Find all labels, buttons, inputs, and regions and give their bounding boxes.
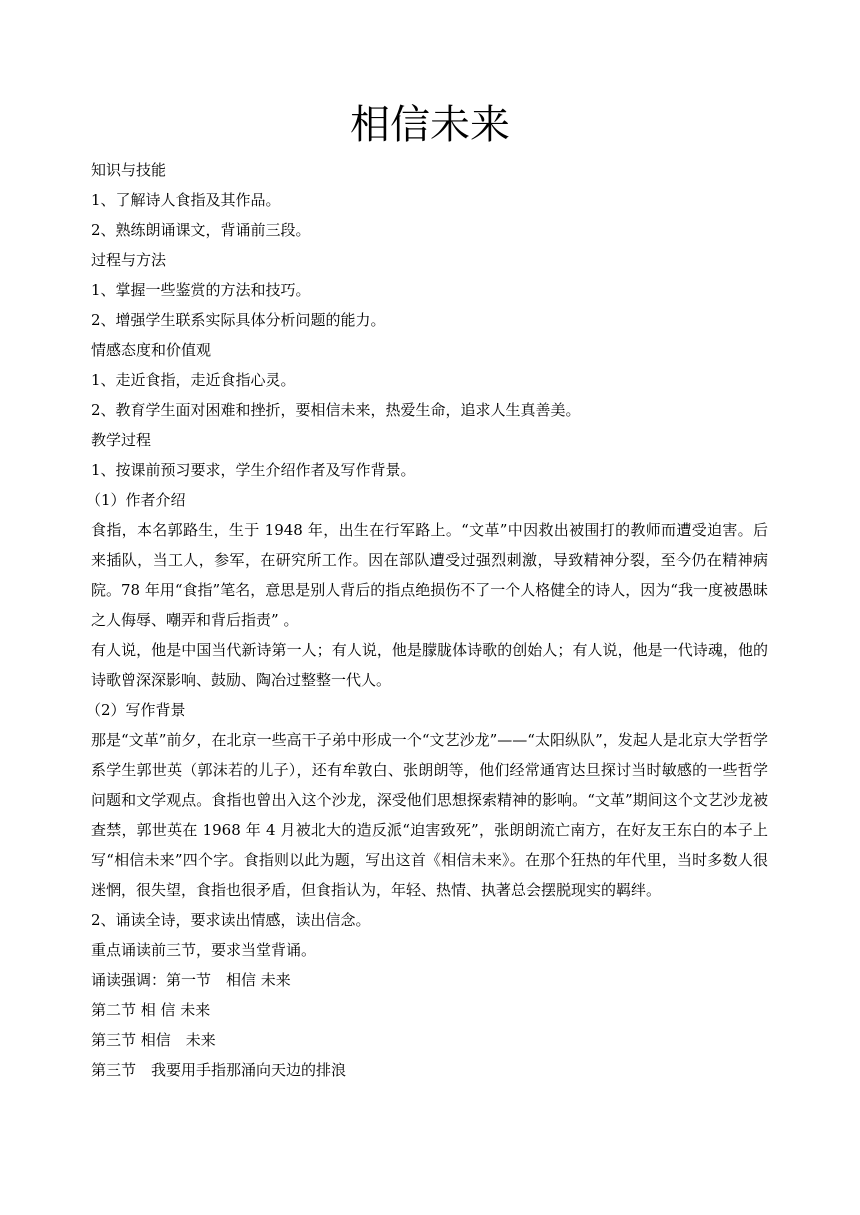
page-title: 相信未来 <box>350 102 510 148</box>
list-item: 2、教育学生面对困难和挫折，要相信未来，热爱生命，追求人生真善美。 <box>91 401 581 419</box>
list-item: 2、诵读全诗，要求读出情感，读出信念。 <box>91 911 371 929</box>
list-item: 2、增强学生联系实际具体分析问题的能力。 <box>91 311 386 329</box>
paragraph-background: 那是“文革”前夕，在北京一些高干子弟中形成一个“文艺沙龙”——“太阳纵队”，发起人是北京大学哲学系学生郭世英（郭沫若的儿子），还有牟敦白、张朗朗等，他们经常通宵达旦探讨当时敏感的一些哲学问题和文学观点。食指也曾出入这个沙龙，深受他们思想探索精神的影响。“文革”期间这个文艺沙龙被查禁，郭世英在 1968 年 4 月被北大的造反派“迫害致死”，张朗朗流亡南方，在好友王东白的本子上写“相信未来”四个字。食指则以此为题，写出这首《相信未来》。在那个狂热的年代里，当时多数人很迷惘，很失望，食指也很矛盾，但食指认为，年轻、热情、执著总会摆脱现实的羁绊。 <box>91 731 768 899</box>
section-heading-process: 过程与方法 <box>91 251 167 269</box>
list-item: 2、熟练朗诵课文，背诵前三段。 <box>91 221 311 239</box>
recite-line: 第三节 我要用手指那涌向天边的排浪 <box>91 1061 347 1079</box>
recite-line: 第三节 相信 未来 <box>91 1031 216 1049</box>
section-heading-knowledge: 知识与技能 <box>91 161 167 179</box>
list-item: 1、了解诗人食指及其作品。 <box>91 191 281 209</box>
document-body <box>86 155 768 1085</box>
section-heading-emotion: 情感态度和价值观 <box>91 341 212 359</box>
list-item: 1、走近食指，走近食指心灵。 <box>91 371 296 389</box>
sub-heading-background: （2）写作背景 <box>86 701 186 719</box>
sub-heading-author: （1）作者介绍 <box>86 491 186 509</box>
paragraph-author-reputation: 有人说，他是中国当代新诗第一人；有人说，他是朦胧体诗歌的创始人；有人说，他是一代诗魂，他的诗歌曾深深影响、鼓励、陶冶过整整一代人。 <box>91 641 768 689</box>
paragraph-recite-focus: 重点诵读前三节，要求当堂背诵。 <box>91 941 317 959</box>
paragraph-author-intro: 食指，本名郭路生，生于 1948 年，出生在行军路上。“文革”中因救出被围打的教师而遭受迫害。后来插队，当工人，参军，在研究所工作。因在部队遭受过强烈刺激，导致精神分裂，至今仍在精神病院。78 年用“食指”笔名，意思是别人背后的指点绝损伤不了一个人格健全的诗人，因为“我一度被愚昧之人侮辱、嘲弄和背后指责” 。 <box>91 521 768 629</box>
section-heading-teaching: 教学过程 <box>91 431 152 449</box>
recite-line: 诵读强调：第一节 相信 未来 <box>91 971 291 989</box>
recite-line: 第二节 相 信 未来 <box>91 1001 211 1019</box>
list-item: 1、按课前预习要求，学生介绍作者及写作背景。 <box>91 461 416 479</box>
list-item: 1、掌握一些鉴赏的方法和技巧。 <box>91 281 311 299</box>
